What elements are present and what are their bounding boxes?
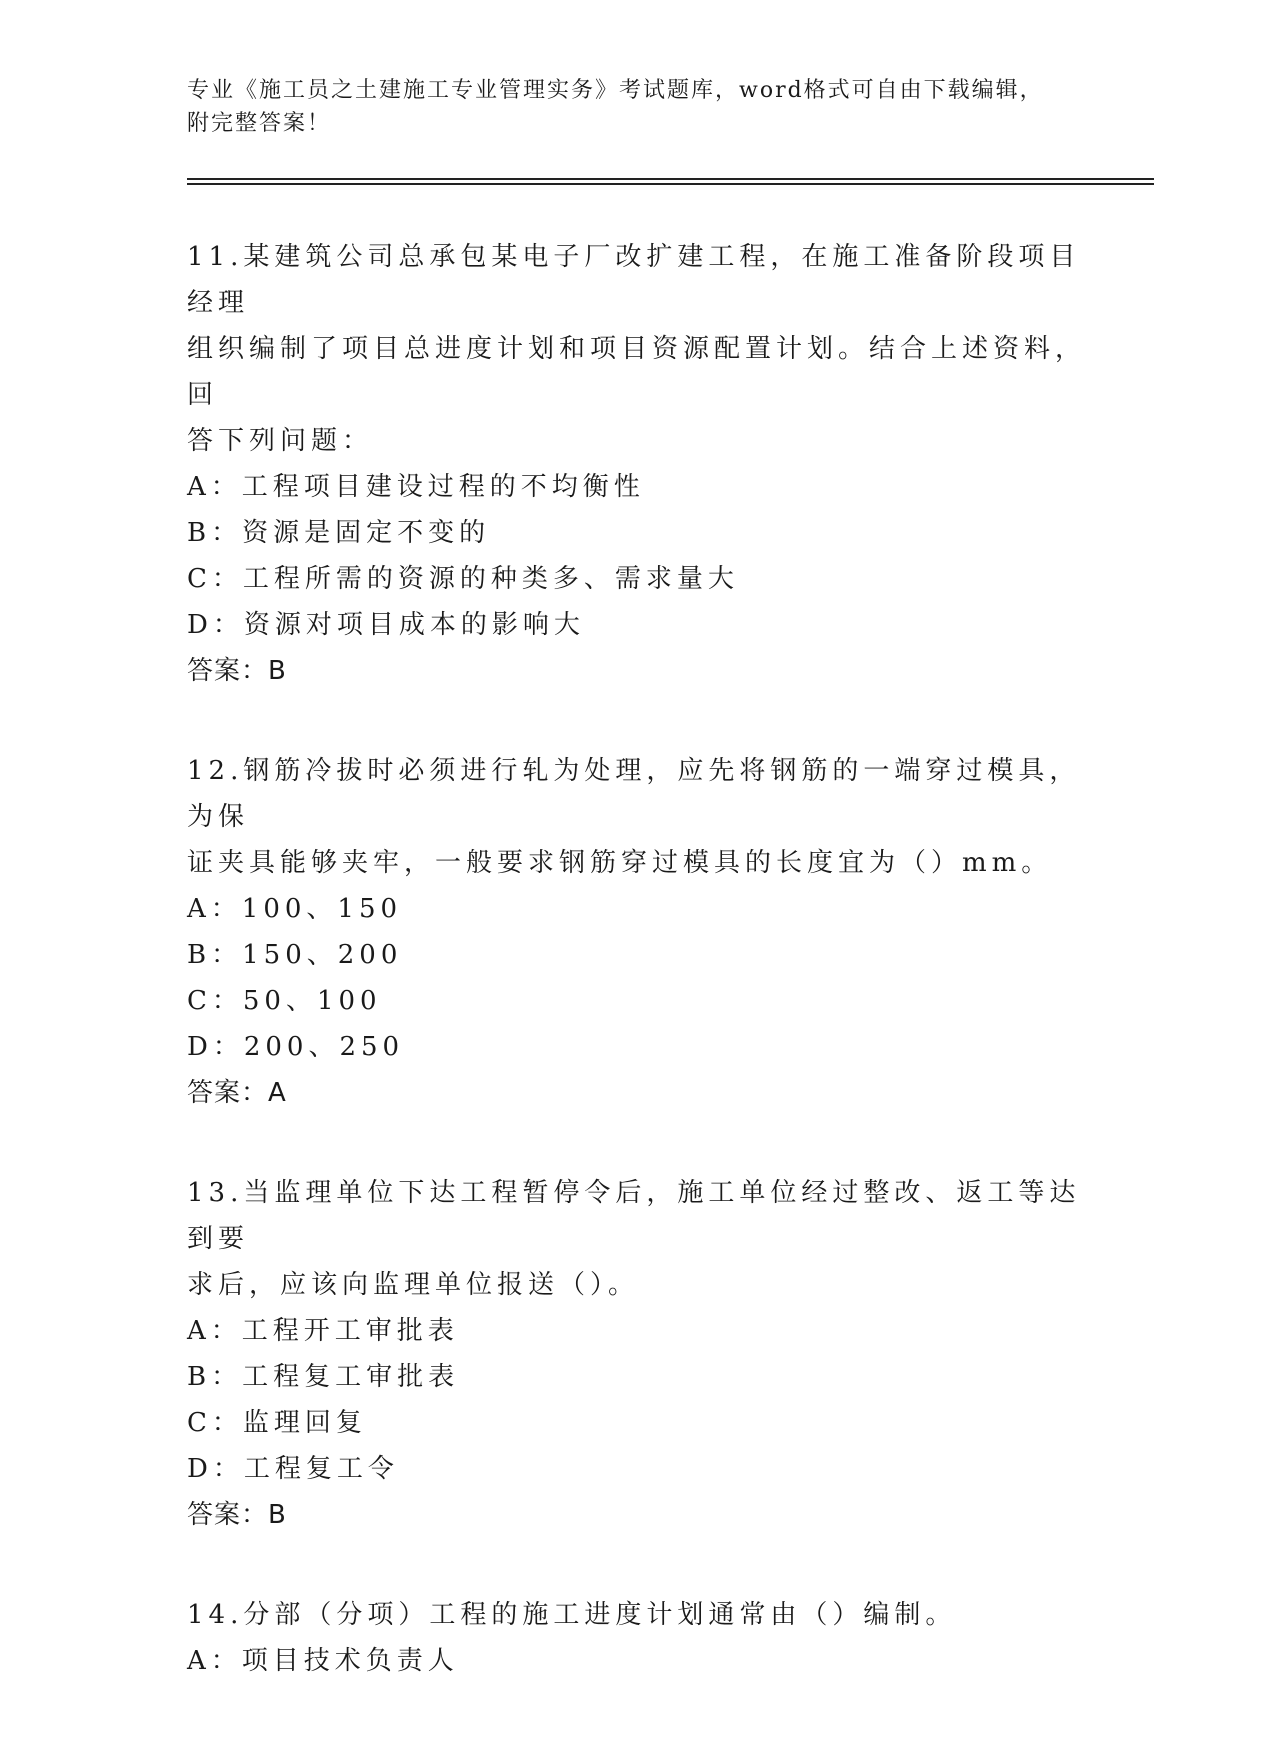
option-d: D：工程复工令 <box>187 1454 399 1484</box>
option-c: C：监理回复 <box>187 1408 367 1438</box>
question-list <box>187 234 1087 1738</box>
option-d: D：资源对项目成本的影响大 <box>187 610 585 640</box>
question-stem-line: 14.分部（分项）工程的施工进度计划通常由（）编制。 <box>187 1600 957 1630</box>
question-stem-line: 求后，应该向监理单位报送（）。 <box>187 1270 640 1300</box>
question-stem-line: 12.钢筋冷拔时必须进行轧为处理，应先将钢筋的一端穿过模具，为保 <box>187 756 1081 832</box>
answer-line: 答案：B <box>187 656 287 686</box>
question-12 <box>187 748 1087 1116</box>
question-stem-line: 证夹具能够夹牢，一般要求钢筋穿过模具的长度宜为（）mm。 <box>187 848 1053 878</box>
question-stem-line: 组织编制了项目总进度计划和项目资源配置计划。结合上述资料，回 <box>187 334 1087 410</box>
option-b: B：工程复工审批表 <box>187 1362 460 1392</box>
header-divider-bottom <box>187 183 1154 185</box>
option-a: A：项目技术负责人 <box>187 1646 459 1676</box>
option-b: B：资源是固定不变的 <box>187 518 491 548</box>
question-11 <box>187 234 1087 694</box>
option-c: C：工程所需的资源的种类多、需求量大 <box>187 564 739 594</box>
header-divider-top <box>187 178 1154 180</box>
question-stem-line: 11.某建筑公司总承包某电子厂改扩建工程，在施工准备阶段项目经理 <box>187 242 1081 318</box>
answer-line: 答案：A <box>187 1078 287 1108</box>
question-14 <box>187 1592 1087 1684</box>
option-a: A：100、150 <box>187 894 403 924</box>
option-b: B：150、200 <box>187 940 403 970</box>
option-a: A：工程项目建设过程的不均衡性 <box>187 472 645 502</box>
option-c: C：50、100 <box>187 986 382 1016</box>
question-stem-line: 答下列问题： <box>187 426 374 456</box>
question-stem-line: 13.当监理单位下达工程暂停令后，施工单位经过整改、返工等达到要 <box>187 1178 1081 1254</box>
question-13 <box>187 1170 1087 1538</box>
answer-line: 答案：B <box>187 1500 287 1530</box>
option-d: D：200、250 <box>187 1032 405 1062</box>
header-line-2: 附完整答案！ <box>187 111 332 136</box>
header-line-1: 专业《施工员之土建施工专业管理实务》考试题库，word格式可自由下载编辑， <box>187 78 1044 103</box>
document-header <box>187 74 1087 140</box>
option-a: A：工程开工审批表 <box>187 1316 459 1346</box>
